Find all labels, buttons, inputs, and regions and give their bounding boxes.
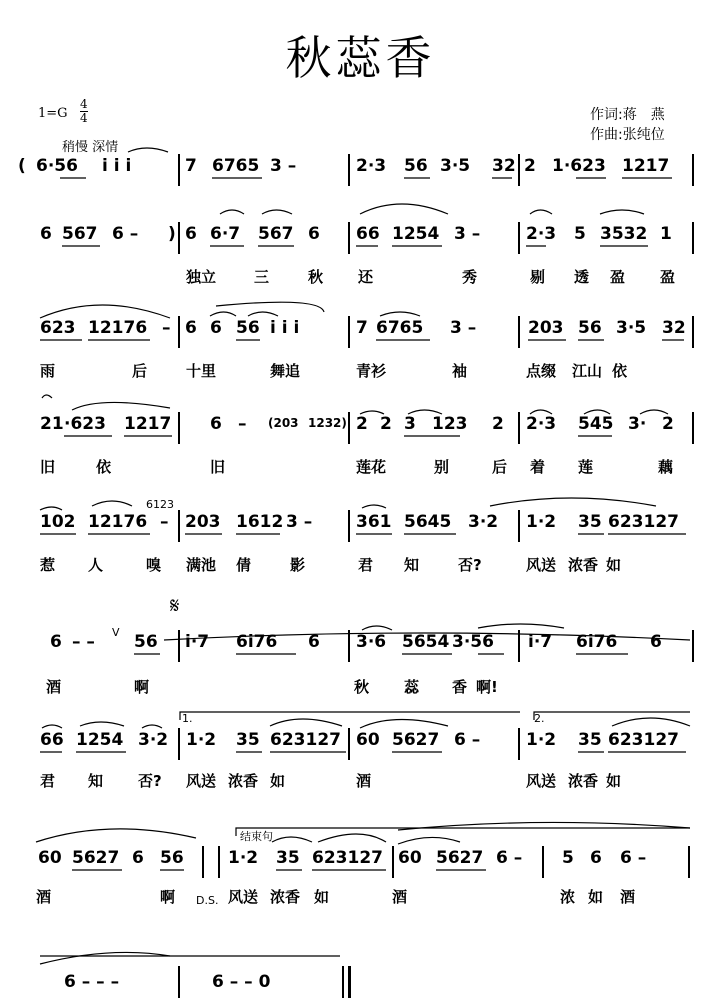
lyric: 舞追 — [270, 362, 301, 380]
volta-1: 1. — [182, 712, 193, 725]
note-group: 567 — [62, 224, 98, 244]
lyric: 莲 — [578, 458, 594, 476]
lyric: 独立 — [186, 268, 217, 286]
note-group: 203 — [185, 512, 221, 532]
note-group: 6 — [50, 632, 62, 652]
lyric: 莲花 — [356, 458, 387, 476]
lyric: 浓香 — [228, 772, 259, 790]
note-group: 623127 — [608, 512, 679, 532]
note-group: 2 — [380, 414, 392, 434]
note-group: 3532 — [600, 224, 648, 244]
note-group: 66 — [40, 730, 64, 750]
note-group: i i i — [270, 318, 300, 338]
lyric: 风送 — [526, 772, 557, 790]
note-group: 1217 — [622, 156, 670, 176]
note-group: 545 — [578, 414, 614, 434]
tempo-marking: 稍慢 深情 — [62, 140, 119, 155]
note-group: 6 – — [454, 730, 481, 750]
lyric: 浓香 — [270, 888, 301, 906]
note-group: 21 — [40, 414, 64, 434]
note-group: 102 — [40, 512, 76, 532]
note-group: 123 — [432, 414, 468, 434]
note-group: 1254 — [76, 730, 124, 750]
lyric: 人 — [88, 556, 104, 574]
note-group: 567 — [258, 224, 294, 244]
note-group: 361 — [356, 512, 392, 532]
note-group: 7 — [185, 156, 197, 176]
note-group: 6 – — [112, 224, 139, 244]
note-group: 1·2 — [526, 730, 557, 750]
lyric: 酒 — [356, 772, 372, 790]
lyric: 酒 — [620, 888, 636, 906]
note-group: 1232) — [308, 416, 347, 430]
note-group: 60 — [356, 730, 380, 750]
note-group: 6 – — [620, 848, 647, 868]
lyric: 秀 — [462, 268, 478, 286]
note-group: 6i76 — [236, 632, 278, 652]
lyric: 如 — [606, 772, 622, 790]
note-group: 12176 — [88, 512, 148, 532]
meter-top: 4 — [80, 97, 88, 111]
lyric: 如 — [606, 556, 622, 574]
lyric: 君 — [358, 556, 374, 574]
note-group: 35 — [276, 848, 300, 868]
note-group: 56 — [134, 632, 158, 652]
note-group: – — [160, 512, 169, 532]
lyric: 雨 — [40, 362, 56, 380]
note-group: 1254 — [392, 224, 440, 244]
note-group: 5 — [574, 224, 586, 244]
note-group: 5 — [562, 848, 574, 868]
lyric: 如 — [270, 772, 286, 790]
note-group: 2·3 — [526, 414, 557, 434]
lyric: 还 — [358, 268, 374, 286]
note-group: 3·56 — [452, 632, 494, 652]
lyric: 后 — [132, 362, 148, 380]
lyric: 蕊 — [404, 678, 420, 696]
note-group: 7 — [356, 318, 368, 338]
lyric: 如 — [588, 888, 604, 906]
note-group: 6·56 — [36, 156, 78, 176]
lyric: 倩 — [236, 556, 252, 574]
note-group: 6 — [210, 318, 222, 338]
lyric: 酒 — [392, 888, 408, 906]
note-group: – – — [72, 632, 95, 652]
lyric: 知 — [404, 556, 420, 574]
note-group: (203 — [268, 416, 299, 430]
note-group: 35 — [236, 730, 260, 750]
note-group: 12176 — [88, 318, 148, 338]
lyric: 盈 — [610, 268, 626, 286]
lyric: 依 — [612, 362, 628, 380]
song-title: 秋蕊香 — [285, 31, 436, 85]
lyric: 袖 — [452, 362, 468, 380]
segno-icon: 𝄋 — [170, 594, 180, 619]
note-group: 32 — [492, 156, 516, 176]
lyric: 否? — [138, 772, 162, 790]
lyric: 影 — [290, 556, 306, 574]
lyric: 啊 — [134, 678, 150, 696]
note-group: 5654 — [402, 632, 450, 652]
note-group: 60 — [398, 848, 422, 868]
note-group: 1·2 — [526, 512, 557, 532]
note-group: 35 — [578, 730, 602, 750]
lyric: 满池 — [186, 556, 217, 574]
lyric: 风送 — [526, 556, 557, 574]
note-group: 3 – — [286, 512, 313, 532]
note-group: 6 — [185, 318, 197, 338]
lyric: 啊! — [476, 678, 498, 696]
lyric: 啊 — [160, 888, 176, 906]
lyric: 着 — [530, 458, 546, 476]
note-group: 66 — [356, 224, 380, 244]
note-group: i·7 — [528, 632, 553, 652]
note-group: 6 – — [496, 848, 523, 868]
note-group: 6 — [308, 224, 320, 244]
note-group: 2·3 — [356, 156, 387, 176]
note-group: 5627 — [436, 848, 484, 868]
note-group: – — [238, 414, 247, 434]
note-group: 2 — [524, 156, 536, 176]
lyric: 浓香 — [568, 772, 599, 790]
lyric: 盈 — [660, 268, 676, 286]
note-group: 1·2 — [228, 848, 259, 868]
note-group: 56 — [578, 318, 602, 338]
note-group: 2·3 — [526, 224, 557, 244]
note-group: 1 — [660, 224, 672, 244]
note-group: 203 — [528, 318, 564, 338]
note-group: 3 – — [454, 224, 481, 244]
note-group: 3·2 — [138, 730, 169, 750]
composer-credit: 作曲:张纯位 — [590, 127, 665, 143]
note-group: 2 — [492, 414, 504, 434]
note-group: 6i76 — [576, 632, 618, 652]
lyric: 江山 — [572, 362, 603, 380]
note-group: 6 — [590, 848, 602, 868]
note-group: 6 — [132, 848, 144, 868]
note-group: 6 — [40, 224, 52, 244]
breath-mark: V — [112, 626, 120, 639]
lyric: 如 — [314, 888, 330, 906]
note-group: ( — [18, 156, 26, 176]
lyric: 风送 — [186, 772, 217, 790]
note-group: – — [162, 318, 171, 338]
note-group: 3 – — [450, 318, 477, 338]
lyric: 否? — [458, 556, 482, 574]
lyric: 别 — [434, 458, 450, 476]
note-group: 6765 — [212, 156, 260, 176]
lyric: 透 — [574, 268, 590, 286]
lyric: 秋 — [308, 268, 324, 286]
note-group: 1612 — [236, 512, 284, 532]
note-group: 35 — [578, 512, 602, 532]
note-group: 623127 — [270, 730, 341, 750]
lyric: 君 — [40, 772, 56, 790]
lyric: 嗅 — [146, 556, 162, 574]
note-group: ) — [168, 224, 176, 244]
meter-bottom: 4 — [80, 111, 88, 125]
note-group: 3·5 — [440, 156, 471, 176]
note-group: i·7 — [185, 632, 210, 652]
note-group: 3·5 — [616, 318, 647, 338]
lyric: 青衫 — [356, 362, 387, 380]
note-group: 2 — [356, 414, 368, 434]
grace-notes: 6123 — [146, 498, 174, 511]
lyric: 惹 — [40, 556, 56, 574]
lyricist-credit: 作词:蒋 燕 — [590, 107, 665, 123]
note-group: 3·2 — [468, 512, 499, 532]
lyric: 风送 — [228, 888, 259, 906]
note-group: 623127 — [312, 848, 383, 868]
note-group: 6·7 — [210, 224, 241, 244]
note-group: 6 — [210, 414, 222, 434]
note-group: 6765 — [376, 318, 424, 338]
note-group: 3 – — [270, 156, 297, 176]
lyric: 浓香 — [568, 556, 599, 574]
note-group: 623 — [40, 318, 76, 338]
lyric: 酒 — [36, 888, 52, 906]
lyric: 三 — [254, 268, 270, 286]
lyric: 依 — [96, 458, 112, 476]
note-group: 1217 — [124, 414, 172, 434]
lyric: 浓 — [560, 888, 576, 906]
note-group: 5627 — [72, 848, 120, 868]
lyric: 酒 — [46, 678, 62, 696]
lyric: 藕 — [658, 458, 674, 476]
note-group: 5627 — [392, 730, 440, 750]
note-group: 623127 — [608, 730, 679, 750]
lyric: 旧 — [40, 458, 56, 476]
note-group: 3·6 — [356, 632, 387, 652]
note-group: 6 — [185, 224, 197, 244]
note-group: 5645 — [404, 512, 452, 532]
key-signature: 1=G — [38, 106, 68, 121]
note-group: 6 — [308, 632, 320, 652]
note-group: 60 — [38, 848, 62, 868]
note-group: 56 — [404, 156, 428, 176]
note-group: 56 — [160, 848, 184, 868]
note-group: 3· — [628, 414, 647, 434]
ds-marking: D.S. — [196, 894, 219, 907]
note-group: 3 — [404, 414, 416, 434]
note-group: 6 — [650, 632, 662, 652]
lyric: 点缀 — [526, 362, 557, 380]
note-group: 6 – – 0 — [212, 972, 271, 992]
note-group: 2 — [662, 414, 674, 434]
lyric: 香 — [452, 678, 468, 696]
lyric: 剔 — [530, 268, 546, 286]
note-group: ·623 — [64, 414, 106, 434]
lyric: 十里 — [186, 362, 217, 380]
note-group: 56 — [236, 318, 260, 338]
lyric: 后 — [492, 458, 508, 476]
note-group: i i i — [102, 156, 132, 176]
lyric: 秋 — [354, 678, 370, 696]
lyric: 旧 — [210, 458, 226, 476]
note-group: 32 — [662, 318, 686, 338]
coda-label: 结束句 — [240, 830, 273, 843]
note-group: 6 – – – — [64, 972, 120, 992]
volta-2: 2. — [534, 712, 545, 725]
note-group: 1·623 — [552, 156, 606, 176]
lyric: 知 — [88, 772, 104, 790]
note-group: 1·2 — [186, 730, 217, 750]
